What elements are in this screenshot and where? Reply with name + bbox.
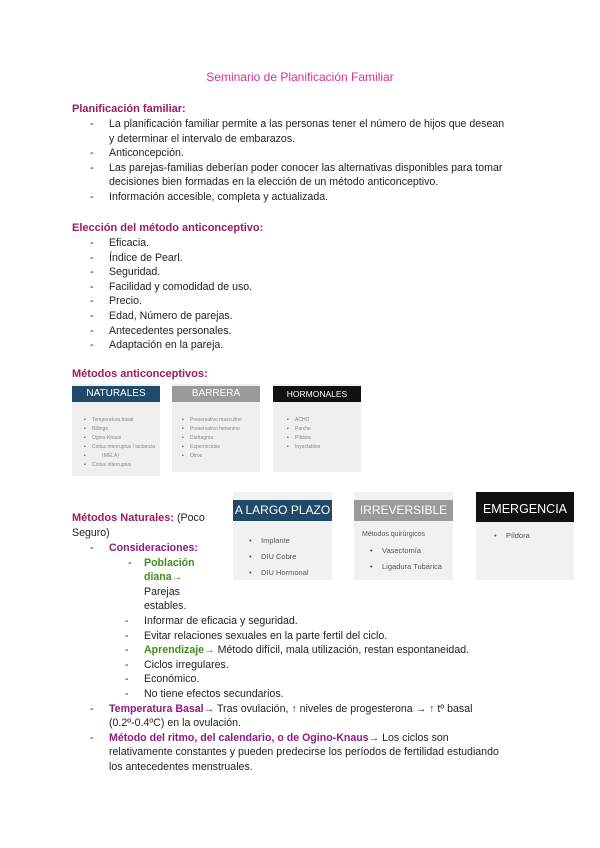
card-item: • ACHO <box>287 416 361 425</box>
card-naturales <box>72 384 160 476</box>
card-item: • Coitus interruptus <box>84 461 160 470</box>
section-heading-eleccion: Elección del método anticonceptivo: <box>72 222 264 234</box>
list-item-continuation: - decisiones bien formadas en la elección de un método anticonceptivo. <box>90 175 550 190</box>
card-item: • Espermicidas <box>182 443 260 452</box>
temperatura-text-2: (0.2º-0.4ºC) en la ovulación. <box>109 717 241 730</box>
poblacion-label-2: diana <box>144 571 172 584</box>
card-header: EMERGENCIA <box>476 492 574 522</box>
ritmo-text: Los ciclos son <box>382 731 449 744</box>
naturales-block <box>90 541 570 775</box>
card-header: BARRERA <box>172 386 260 402</box>
parejas-text: Parejas <box>144 585 180 598</box>
list-item: - Edad, Número de parejas. <box>90 309 390 324</box>
aprendizaje-label: Aprendizaje <box>144 644 205 657</box>
card-item: • Parche <box>287 425 361 434</box>
list-item: - Anticoncepción. <box>90 146 550 161</box>
list-item: - No tiene efectos secundarios. <box>125 687 570 702</box>
card-item: • Implante <box>249 533 332 549</box>
list-item: - Ciclos irregulares. <box>125 658 570 673</box>
card-item: • (MELA) <box>84 452 160 461</box>
card-list <box>172 402 260 461</box>
list-item: - Las parejas-familias deberían poder conocer las alternativas disponibles para tomar <box>90 161 550 176</box>
list-item: - Evitar relaciones sexuales en la parte fertil del ciclo. <box>125 629 570 644</box>
ritmo-label: Método del ritmo, del calendario, o de Ogino-Knaus <box>109 731 369 744</box>
list-item: - Precio. <box>90 294 390 309</box>
consideraciones-label: Consideraciones: <box>109 542 198 554</box>
section-heading-naturales: Métodos Naturales: <box>72 512 175 524</box>
section-heading-planificacion: Planificación familiar: <box>72 103 186 115</box>
card-hormonales <box>273 384 361 472</box>
card-barrera <box>172 384 260 472</box>
list-item-aprendizaje <box>125 643 570 658</box>
ritmo-text-3: los antecedentes menstruales. <box>109 760 253 773</box>
card-list <box>72 402 160 470</box>
naturales-note-2: Seguro) <box>72 526 110 539</box>
consideraciones-list <box>90 614 570 702</box>
card-item: • Vasectomía <box>370 543 453 559</box>
card-item: • Inyectables <box>287 443 361 452</box>
page-title: Seminario de Planificación Familiar <box>206 70 394 84</box>
list-item: - Índice de Pearl. <box>90 251 390 266</box>
card-item: • Preservativo femenino <box>182 425 260 434</box>
card-item: • Ogino-Knaus <box>84 434 160 443</box>
list-item: - Facilidad y comodidad de uso. <box>90 280 390 295</box>
card-item: • Preservativo masculino <box>182 416 260 425</box>
poblacion-label: Población <box>144 556 195 569</box>
arrow: → <box>203 702 215 715</box>
card-header: IRREVERSIBLE <box>354 500 453 521</box>
card-item: • Diafragma <box>182 434 260 443</box>
section-heading-metodos: Métodos anticonceptivos: <box>72 368 208 380</box>
card-header: A LARGO PLAZO <box>233 500 332 521</box>
temperatura-label: Temperatura Basal <box>109 702 204 715</box>
list-item: - Eficacia. <box>90 236 390 251</box>
card-item: • Temperatura basal <box>84 416 160 425</box>
parejas-text-2: estables. <box>144 600 187 613</box>
aprendizaje-text: Método difícil, mala utilización, restan espontaneidad. <box>217 644 470 657</box>
list-item: - Económico. <box>125 672 570 687</box>
card-header: HORMONALES <box>273 386 361 402</box>
ritmo-item: - Método del ritmo, del calendario, o de Ogino-Knaus→ Los ciclos son relativamente constantes y pueden predecirse los períodos de fertilidad estudiando los antecedentes menstruales. <box>90 731 499 773</box>
consideraciones-item: - Consideraciones: <box>90 542 198 554</box>
card-item: • Billings <box>84 425 160 434</box>
temperatura-item: - Temperatura Basal→ Tras ovulación, ↑ niveles de progesterona → ↑ tº basal (0.2º-0.4ºC) en la ovulación. <box>90 702 473 730</box>
card-item: • Píldora <box>494 528 574 544</box>
poblacion-item: - Población diana→ Parejas estables. <box>90 556 264 614</box>
card-item: • DIU Cobre <box>249 549 332 565</box>
card-list <box>273 402 361 452</box>
list-item: - Seguridad. <box>90 265 390 280</box>
list-item: - Antecedentes personales. <box>90 324 390 339</box>
card-item: • Ligadura Tubárica <box>370 559 453 575</box>
naturales-heading-block <box>72 511 222 540</box>
arrow: → <box>368 731 380 744</box>
card-item: • DIU Hormonal <box>249 565 332 581</box>
list-item: - Adaptación en la pareja. <box>90 338 390 353</box>
arrow: → <box>171 571 183 584</box>
planificacion-list <box>90 117 550 205</box>
card-item: • Otros <box>182 452 260 461</box>
card-item: • Coitus interruptus / lactancia <box>84 443 160 452</box>
list-item-continuation: - y determinar el intervalo de embarazos. <box>90 132 550 147</box>
ritmo-text-2: relativamente constantes y pueden predecirse los períodos de fertilidad estudiando <box>109 746 499 759</box>
eleccion-list <box>90 236 390 353</box>
arrow: → <box>204 644 215 657</box>
temperatura-text: Tras ovulación, ↑ niveles de progesterona → ↑ tº basal <box>216 702 473 715</box>
card-header: NATURALES <box>72 386 160 402</box>
list-item: - Información accesible, completa y actualizada. <box>90 190 550 205</box>
card-item: • Píldora <box>287 434 361 443</box>
card-subtitle: Métodos quirúrgicos <box>362 531 426 538</box>
naturales-note: (Poco <box>177 512 205 524</box>
list-item: - La planificación familiar permite a las personas tener el número de hijos que desean <box>90 117 550 132</box>
list-item: - Informar de eficacia y seguridad. <box>125 614 570 629</box>
